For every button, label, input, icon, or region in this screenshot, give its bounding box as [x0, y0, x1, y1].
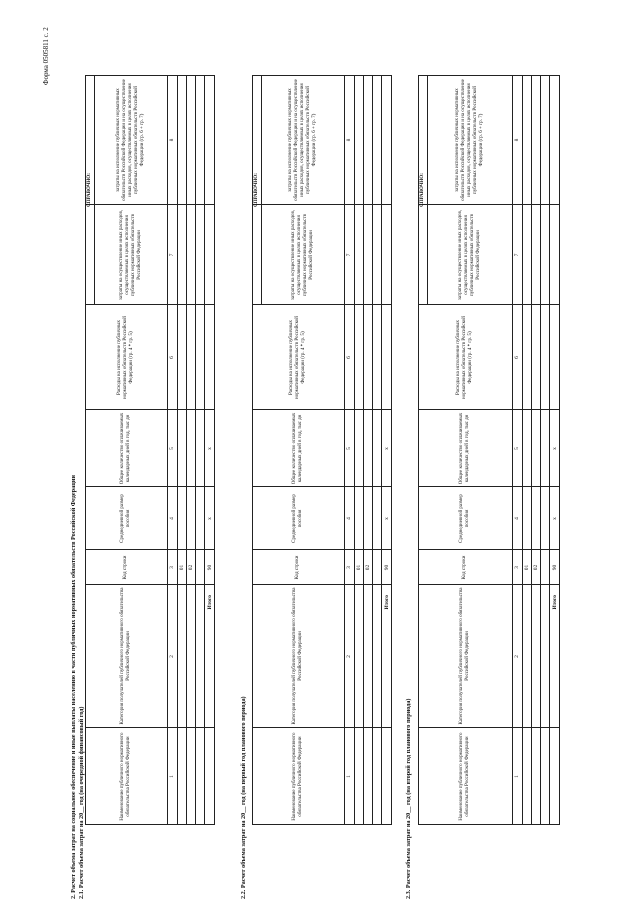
spravochno-label: СПРАВОЧНО: [86, 173, 92, 207]
col-num: 6 [514, 356, 520, 359]
col-num: 3 [346, 566, 352, 569]
col-header-name: Наименование публичного нормативного обязательства Российской Федерации [292, 732, 303, 821]
col-num: 5 [514, 447, 520, 450]
col-header-avg-allowance: Среднедневной размер пособия [120, 494, 131, 543]
col-header-days: Общее количество оплачиваемых календарных дней в год, тыс дн [459, 412, 470, 485]
col-header-category: Категория получателей публичного нормативного обязательства Российской Федерации [292, 587, 303, 725]
total-label: Итого [552, 595, 558, 610]
col-num: 1 [169, 775, 175, 778]
col-num: 6 [346, 356, 352, 359]
col-num: 5 [346, 447, 352, 450]
total-x: x [206, 447, 213, 450]
col-header-other-costs: затраты на осуществление иных расходов, осуществляемых в целях исполнения публичных нормативных обязательств Российской Федерации [119, 209, 142, 301]
col-num: 3 [514, 566, 520, 569]
col-num: 4 [169, 517, 175, 520]
total-x: x [383, 447, 390, 450]
col-header-days: Общее количество оплачиваемых календарных дней в год, тыс дн [120, 412, 131, 485]
total-x: x [551, 517, 558, 520]
col-num: 7 [169, 253, 175, 257]
col-header-category: Категория получателей публичного нормативного обязательства Российской Федерации [459, 587, 470, 725]
col-num: 7 [514, 253, 520, 257]
total-label: Итого [207, 595, 213, 610]
col-header-code: Код строки [123, 555, 128, 580]
col-header-total-costs: затраты на исполнение публичных нормативных обязательств Российской Федерации и на осуществление иных расходов, осуществляемых в целях исполнения публичных нормативных обязательств Российской Федерации (гр. 6 + гр. 7) [116, 79, 145, 201]
col-header-other-costs: затраты на осуществление иных расходов, осуществляемых в целях исполнения публичных нормативных обязательств Российской Федерации [458, 209, 481, 301]
total-x: x [206, 517, 213, 520]
total-label: Итого [384, 595, 390, 610]
form-code: Форма 0505811 с. 2 [42, 27, 50, 85]
col-num: 2 [346, 655, 352, 658]
col-header-name: Наименование публичного нормативного обязательства Российской Федерации [459, 732, 470, 821]
col-header-code: Код строки [295, 555, 300, 580]
col-num: 8 [514, 138, 520, 142]
col-header-other-costs: затраты на осуществление иных расходов, осуществляемых в целях исполнения публичных нормативных обязательств Российской Федерации [291, 209, 314, 301]
table-2-3 [418, 75, 560, 825]
col-header-total-costs: затраты на исполнение публичных нормативных обязательств Российской Федерации и на осуществление иных расходов, осуществляемых в целях исполнения публичных нормативных обязательств Российской Федерации (гр. 6 + гр. 7) [455, 79, 484, 201]
total-code: 90 [551, 564, 558, 571]
col-num: 6 [169, 356, 175, 359]
total-code: 90 [206, 564, 213, 571]
total-x: x [383, 517, 390, 520]
section-2-1-heading: 2.1. Расчет объема затрат на 20__ год (на очередной финансовый год) [78, 706, 85, 899]
col-num: 2 [514, 655, 520, 658]
col-header-expenses: Расходы на исполнение публичных нормативных обязательств Российской Федерации (гр. 4 * гр. 5) [456, 316, 473, 399]
row-code: 01 [355, 564, 362, 571]
col-num: 5 [169, 447, 175, 450]
spravochno-label: СПРАВОЧНО: [253, 173, 259, 207]
total-code: 90 [383, 564, 390, 571]
col-header-category: Категория получателей публичного нормативного обязательства Российской Федерации [120, 587, 131, 725]
row-code: 02 [187, 564, 194, 571]
col-header-days: Общее количество оплачиваемых календарных дней в год, тыс дн [292, 412, 303, 485]
col-header-name: Наименование публичного нормативного обязательства Российской Федерации [120, 732, 131, 821]
col-header-avg-allowance: Среднедневной размер пособия [292, 494, 303, 543]
col-header-expenses: Расходы на исполнение публичных нормативных обязательств Российской Федерации (гр. 4 * гр. 5) [117, 316, 134, 399]
section-2-title: 2. Расчет объема затрат на социальное обеспечение и иные выплаты населению в части публичных нормативных обязательств Российской Федерации [70, 475, 77, 899]
col-header-expenses: Расходы на исполнение публичных нормативных обязательств Российской Федерации (гр. 4 * гр. 5) [289, 316, 306, 399]
col-num: 1 [514, 775, 520, 778]
row-code: 01 [178, 564, 185, 571]
row-code: 02 [532, 564, 539, 571]
table-2-1 [85, 75, 215, 825]
spravochno-label: СПРАВОЧНО: [419, 173, 425, 207]
col-num: 4 [346, 517, 352, 520]
row-code: 01 [523, 564, 530, 571]
col-num: 1 [346, 775, 352, 778]
col-header-code: Код строки [462, 555, 467, 580]
col-num: 8 [169, 138, 175, 142]
col-num: 7 [346, 253, 352, 257]
total-x: x [551, 447, 558, 450]
section-2-3-heading: 2.3. Расчет объема затрат на 20__ год (на второй год планового периода) [405, 698, 412, 899]
col-header-total-costs: затраты на исполнение публичных нормативных обязательств Российской Федерации и на осуществление иных расходов, осуществляемых в целях исполнения публичных нормативных обязательств Российской Федерации (гр. 6 + гр. 7) [288, 79, 317, 201]
col-header-avg-allowance: Среднедневной размер пособия [459, 494, 470, 543]
col-num: 2 [169, 655, 175, 658]
col-num: 4 [514, 517, 520, 520]
section-2-2-heading: 2.2. Расчет объема затрат на 20__ год (на первый год планового периода) [240, 696, 247, 899]
col-num: 8 [346, 138, 352, 142]
col-num: 3 [169, 566, 175, 569]
table-2-2 [252, 75, 392, 825]
row-code: 02 [364, 564, 371, 571]
